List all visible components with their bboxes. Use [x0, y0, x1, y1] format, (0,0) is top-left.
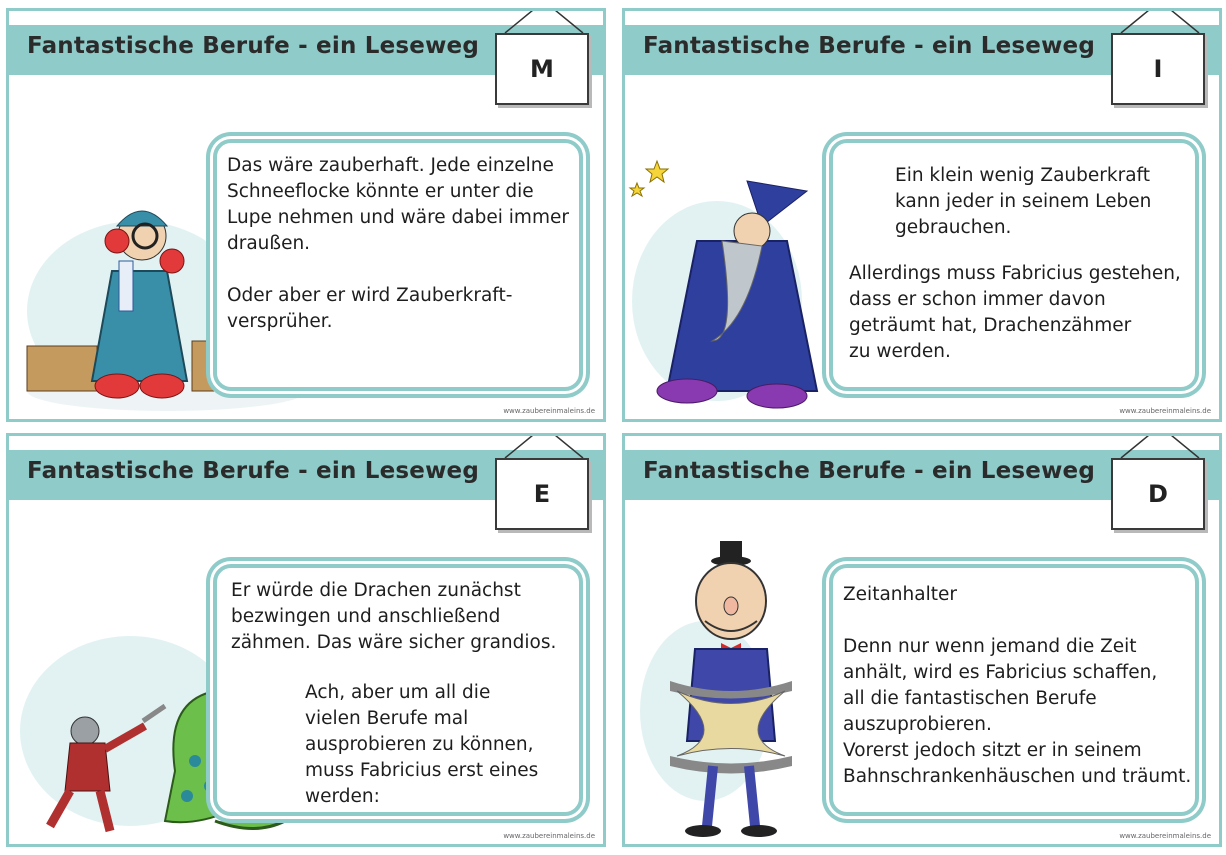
sign-string-icon — [1119, 433, 1201, 458]
sign-string-icon — [503, 433, 585, 458]
text-paragraph-2: Oder aber er wird Zauberkraft- versprüher. — [227, 285, 513, 332]
footer-url: www.zaubereinmaleins.de — [1119, 832, 1211, 840]
text-paragraph-2: Allerdings muss Fabricius gestehen, dass er schon immer davon geträumt hat, Drachenzähmer zu werden. — [849, 263, 1181, 362]
text-paragraph-1: Ein klein wenig Zauberkraft kann jeder in seinem Leben gebrauchen. — [895, 165, 1152, 238]
card-title: Fantastische Berufe - ein Leseweg — [27, 458, 479, 484]
card-i — [622, 8, 1222, 422]
card-title: Fantastische Berufe - ein Leseweg — [643, 33, 1095, 59]
letter-sign: D — [1111, 458, 1205, 530]
letter-sign: E — [495, 458, 589, 530]
time-stopper-illustration — [635, 541, 835, 841]
footer-url: www.zaubereinmaleins.de — [503, 832, 595, 840]
card-e — [6, 433, 606, 847]
text-paragraph-1: Zeitanhalter — [843, 584, 957, 605]
text-paragraph-2: Ach, aber um all die vielen Berufe mal ausprobieren zu können, muss Fabricius erst eines werden: — [305, 682, 539, 807]
letter-sign: I — [1111, 33, 1205, 105]
card-title: Fantastische Berufe - ein Leseweg — [27, 33, 479, 59]
text-paragraph-2: Denn nur wenn jemand die Zeit anhält, wird es Fabricius schaffen, all die fantastischen Berufe auszuprobieren. Vorerst jedoch sitzt er in seinem Bahnschrankenhäuschen und träumt. — [843, 636, 1192, 787]
letter-sign: M — [495, 33, 589, 105]
card-title: Fantastische Berufe - ein Leseweg — [643, 458, 1095, 484]
text-paragraph-1: Er würde die Drachen zunächst bezwingen und anschließend zähmen. Das wäre sicher grandios. — [231, 580, 557, 653]
sign-string-icon — [503, 8, 585, 33]
footer-url: www.zaubereinmaleins.de — [503, 407, 595, 415]
sign-string-icon — [1119, 8, 1201, 33]
card-m — [6, 8, 606, 422]
footer-url: www.zaubereinmaleins.de — [1119, 407, 1211, 415]
text-paragraph-1: Das wäre zauberhaft. Jede einzelne Schneeflocke könnte er unter die Lupe nehmen und wäre dabei immer draußen. — [227, 155, 569, 254]
card-d — [622, 433, 1222, 847]
